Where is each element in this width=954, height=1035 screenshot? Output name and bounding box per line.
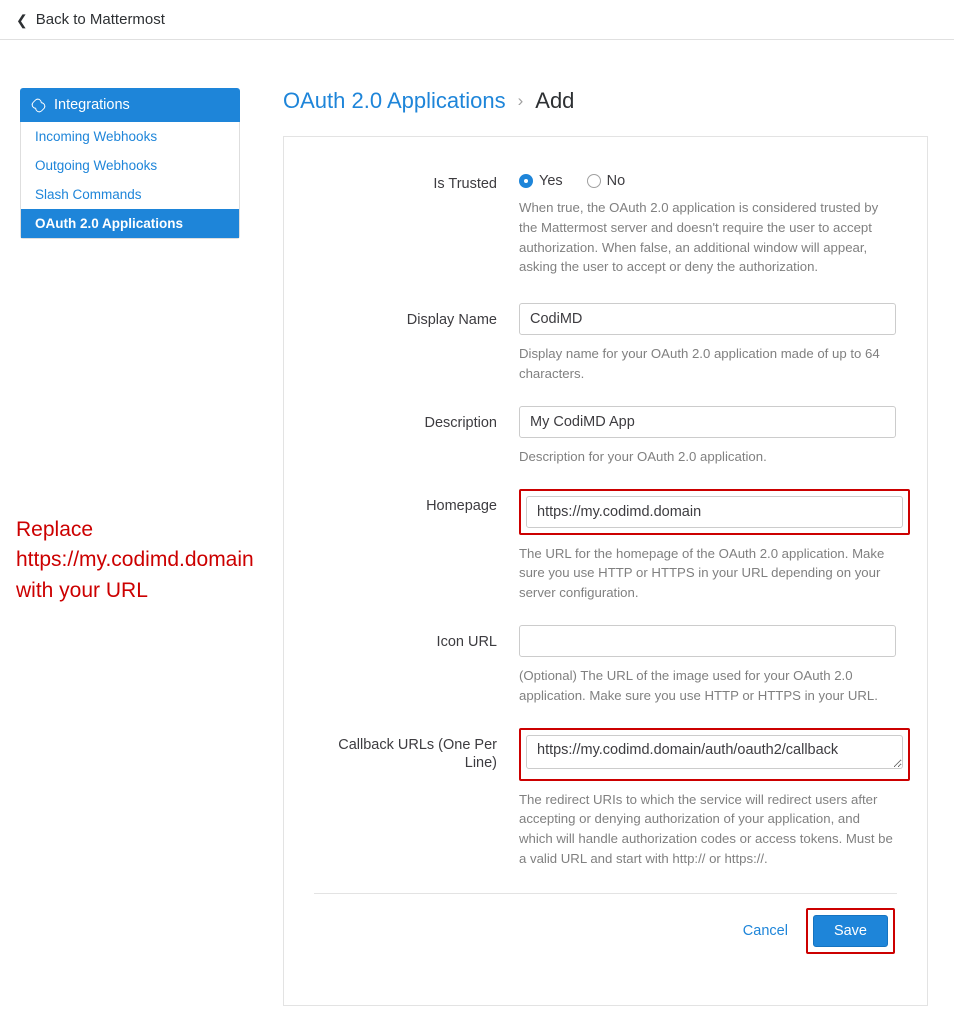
label-icon-url: Icon URL: [436, 633, 497, 650]
top-bar: [0, 0, 954, 40]
chevron-right-icon: ›: [517, 91, 524, 110]
save-button[interactable]: Save: [813, 915, 888, 947]
callback-urls-textarea[interactable]: [526, 735, 903, 769]
help-description: Description for your OAuth 2.0 application.: [519, 448, 767, 464]
sidebar-item-oauth-applications[interactable]: [21, 209, 239, 238]
radio-label-no[interactable]: No: [606, 173, 626, 189]
label-display-name: Display Name: [406, 312, 497, 329]
cancel-button[interactable]: Cancel: [735, 917, 796, 945]
label-homepage: Homepage: [426, 497, 497, 514]
help-is-trusted: When true, the OAuth 2.0 application is considered trusted by the Mattermost server and doesn't require the user to accept authorization. When false, an additional window will appear, asking the user to accept or deny the authorization.: [519, 200, 879, 275]
radio-label-yes[interactable]: Yes: [539, 173, 563, 189]
form-row-description: [314, 406, 897, 467]
sidebar-item-slash-commands[interactable]: [21, 180, 239, 209]
breadcrumb-parent-link[interactable]: OAuth 2.0 Applications: [283, 88, 506, 113]
homepage-input[interactable]: [526, 496, 903, 528]
chevron-left-icon: ❮: [16, 11, 28, 28]
breadcrumb: [283, 88, 928, 114]
oauth-app-form-card: [283, 136, 928, 1006]
homepage-highlight-box: [519, 489, 910, 535]
radio-is-trusted-no[interactable]: [587, 174, 601, 188]
help-homepage: The URL for the homepage of the OAuth 2.0 application. Make sure you use HTTP or HTTPS in your URL depending on your server configuration.: [519, 545, 885, 601]
breadcrumb-current: Add: [535, 88, 575, 113]
help-callback-urls: The redirect URIs to which the service will redirect users after accepting or denying authorization of your application, and which will handle authorization codes or access tokens. Must be a valid URL and start with http:// or https://.: [519, 791, 893, 866]
form-row-callback-urls: [314, 728, 897, 869]
help-icon-url: (Optional) The URL of the image used for your OAuth 2.0 application. Make sure you use HTTP or HTTPS in your URL.: [519, 667, 878, 703]
label-description: Description: [424, 414, 497, 431]
sidebar-header-integrations[interactable]: [20, 88, 240, 122]
save-highlight-box: [806, 908, 895, 954]
sidebar-item-incoming-webhooks[interactable]: [21, 122, 239, 151]
sidebar-item-label: Incoming Webhooks: [35, 129, 158, 144]
form-row-display-name: [314, 303, 897, 384]
description-input[interactable]: [519, 406, 896, 438]
sidebar-item-label: Slash Commands: [35, 187, 142, 202]
back-to-mattermost-label: Back to Mattermost: [35, 11, 165, 28]
link-icon: [29, 96, 47, 114]
page-body: [0, 40, 954, 1035]
back-to-mattermost-link[interactable]: [16, 11, 165, 28]
callback-urls-highlight-box: [519, 728, 910, 781]
form-actions: [314, 908, 897, 954]
form-row-icon-url: [314, 625, 897, 706]
sidebar-item-label: Outgoing Webhooks: [35, 158, 158, 173]
sidebar: [20, 88, 240, 239]
annotation-text: Replace https://my.codimd.domain with your URL: [16, 518, 254, 602]
form-row-homepage: [314, 489, 897, 603]
label-is-trusted: Is Trusted: [433, 176, 497, 192]
main-content: [283, 88, 928, 1006]
display-name-input[interactable]: [519, 303, 896, 335]
form-divider: [314, 893, 897, 894]
label-callback-urls: Callback URLs (One Per Line): [338, 736, 497, 771]
sidebar-header-label: Integrations: [54, 97, 130, 113]
radio-is-trusted-yes[interactable]: [519, 174, 533, 188]
form-row-is-trusted: [314, 167, 897, 277]
is-trusted-radio-group: [519, 167, 897, 189]
help-display-name: Display name for your OAuth 2.0 application made of up to 64 characters.: [519, 346, 880, 381]
sidebar-item-label: OAuth 2.0 Applications: [35, 216, 184, 231]
sidebar-list: [20, 122, 240, 239]
sidebar-item-outgoing-webhooks[interactable]: [21, 151, 239, 180]
icon-url-input[interactable]: [519, 625, 896, 657]
